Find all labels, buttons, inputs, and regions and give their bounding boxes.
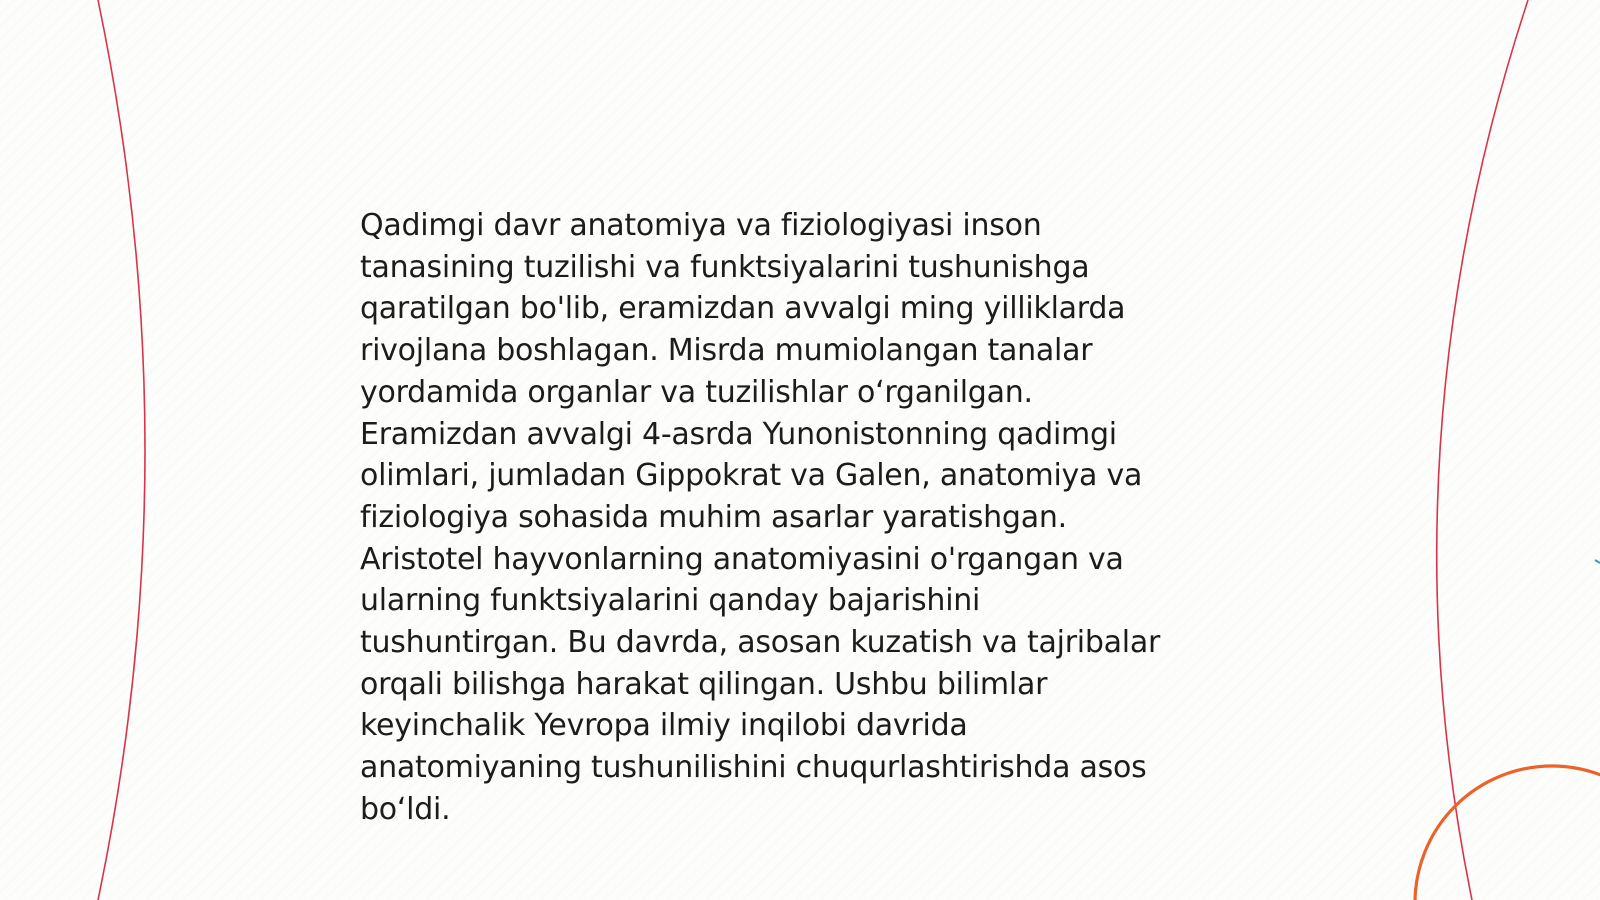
right-curve-line — [1437, 0, 1528, 900]
slide-body-text: Qadimgi davr anatomiya va fiziologiyasi inson tanasining tuzilishi va funktsiyalarini tushunishga qaratilgan bo'lib, eramizdan avvalgi ming yilliklarda rivojlana boshlagan. Misrda mumiolangan tanalar yordamida organlar va tuzilishlar o‘rganilgan. Eramizdan avvalgi 4-asrda Yunonistonning qadimgi olimlari, jumladan Gippokrat va Galen, anatomiya va fiziologiya sohasida muhim asarlar yaratishgan. Aristotel hayvonlarning anatomiyasini o'rgangan va ularning funktsiyalarini qanday bajarishini tushuntirgan. Bu davrda, asosan kuzatish va tajribalar orqali bilishga harakat qilingan. Ushbu bilimlar keyinchalik Yevropa ilmiy inqilobi davrida anatomiyaning tushunilishini chuqurlashtirishda asos bo‘ldi. — [360, 208, 1161, 827]
blue-accent-mark — [1595, 560, 1600, 563]
left-curve-line — [98, 0, 145, 900]
orange-circle-arc — [1415, 766, 1600, 900]
